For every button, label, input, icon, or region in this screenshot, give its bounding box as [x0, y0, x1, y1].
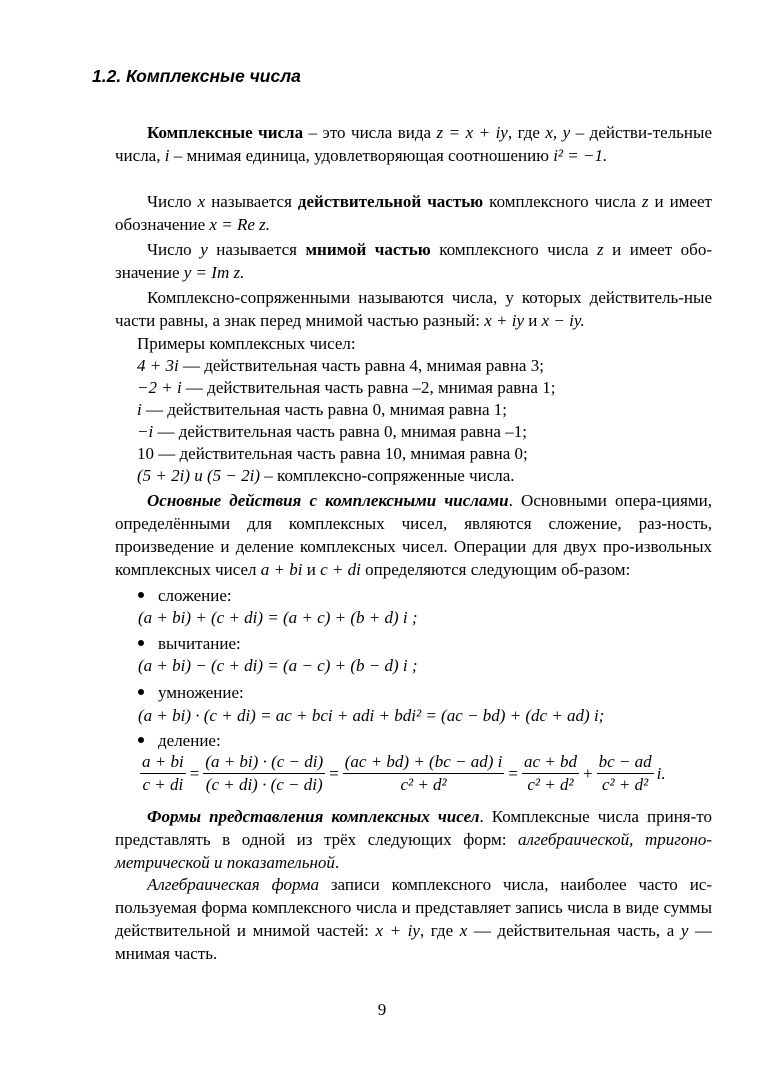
real-part-paragraph: Число x называется действительной частью комплексного числа z и имеет обозначение x = Re z.	[115, 192, 712, 234]
formula-re: x = Re z.	[209, 215, 270, 234]
example-item: −i — действительная часть равна 0, мнимая равна –1;	[137, 422, 527, 441]
bullet-addition: сложение:	[138, 586, 232, 606]
example-item: −2 + i — действительная часть равна –2, мнимая равна 1;	[137, 378, 556, 397]
heading-forms: Формы представления комплексных чисел	[147, 807, 480, 826]
formula-subtraction: (a + bi) − (c + di) = (a − c) + (b − d) i ;	[138, 656, 418, 675]
bullet-icon	[138, 592, 144, 598]
formula-i-squared: i² = −1.	[553, 146, 608, 165]
term-complex-numbers: Комплексные числа	[147, 123, 304, 142]
bullet-icon	[138, 640, 144, 646]
imaginary-part-paragraph: Число y называется мнимой частью комплексного числа z и имеет обо-значение y = Im z.	[115, 240, 712, 282]
formula-addition: (a + bi) + (c + di) = (a + c) + (b + d) i ;	[138, 608, 418, 627]
fraction: $\frac{ac + bd}{\text{c² + d²}}$	[523, 752, 577, 794]
examples-heading: Примеры комплексных чисел:	[137, 334, 356, 353]
page-number: 9	[377, 1000, 387, 1019]
fraction: $\frac{a + bi}{c + di}$	[142, 752, 184, 794]
section-title: 1.2. Комплексные числа	[92, 66, 301, 86]
example-item: (5 + 2i) и (5 − 2i) – комплексно-сопряженные числа.	[137, 466, 515, 485]
formula-im: y = Im z.	[183, 263, 245, 282]
formula-z: z = x + iy	[436, 123, 508, 142]
term-algebraic-form: Алгебраическая форма	[147, 875, 319, 894]
fraction: $\frac{(ac + bd) + (bc - ad) i}{\text{c² + d²}}$	[344, 752, 503, 794]
algebraic-form-paragraph: Алгебраическая форма записи комплексного числа, наиболее часто ис-пользуемая форма комплексного числа и представляет запись числа в виде суммы действительной и мнимой частей: x + iy, где x — действительная часть, а y — мнимая часть.	[115, 875, 713, 963]
term-imaginary-part: мнимой частью	[305, 240, 431, 259]
term-real-part: действительной частью	[297, 192, 484, 211]
example-item: i — действительная часть равна 0, мнимая равна 1;	[137, 400, 507, 419]
bullet-subtraction: вычитание:	[138, 634, 241, 654]
heading-operations: Основные действия с комплексными числами	[147, 491, 509, 510]
formula-multiplication: (a + bi) · (c + di) = ac + bci + adi + bdi² = (ac − bd) + (dc + ad) i;	[138, 706, 605, 725]
intro-paragraph: Комплексные числа – это числа вида z = x + iy, где x, y – действи-тельные числа, i – мнимая единица, удовлетворяющая соотношению i² = −1.	[115, 123, 712, 165]
example-item: 10 — действительная часть равна 10, мнимая равна 0;	[137, 444, 528, 463]
example-item: 4 + 3i — действительная часть равна 4, мнимая равна 3;	[137, 356, 544, 375]
bullet-division: деление:	[138, 731, 221, 751]
fraction: $\frac{(a + bi) \cdot (c - di)}{(c + di) \cdot (c - di)}$	[205, 752, 324, 794]
formula-division: $\frac{a + bi}{c + di}$ = $\frac{(a + bi) \cdot (c - di)}{(c + di) \cdot (c - di)}$ = $\frac{(ac + bd) + (bc - ad) i}{\text{c² + d²}}$ = $\frac{ac + bd}{\text{c² + d²}}$ + $\frac{bc - ad}{\text{c² + d²}}$ i.	[142, 752, 666, 794]
operations-paragraph: Основные действия с комплексными числами. Основными опера-циями, определёнными для комплексных чисел, являются сложение, раз-ность, произведение и деление комплексных чисел. Операции для двух про-извольных комплексных чисел a + bi и c + di определяются следующим об-разом:	[115, 491, 712, 579]
conjugate-paragraph: Комплексно-сопряженными называются числа, у которых действитель-ные части равны, а знак перед мнимой частью разный: x + iy и x − iy.	[115, 288, 712, 330]
forms-paragraph: Формы представления комплексных чисел. Комплексные числа приня-то представлять в одной из трёх следующих форм: алгебраической, тригоно-метрической и показательной.	[115, 807, 712, 872]
bullet-icon	[138, 689, 144, 695]
bullet-multiplication: умножение:	[138, 683, 244, 703]
fraction: $\frac{bc - ad}{\text{c² + d²}}$	[598, 752, 652, 794]
bullet-icon	[138, 737, 144, 743]
